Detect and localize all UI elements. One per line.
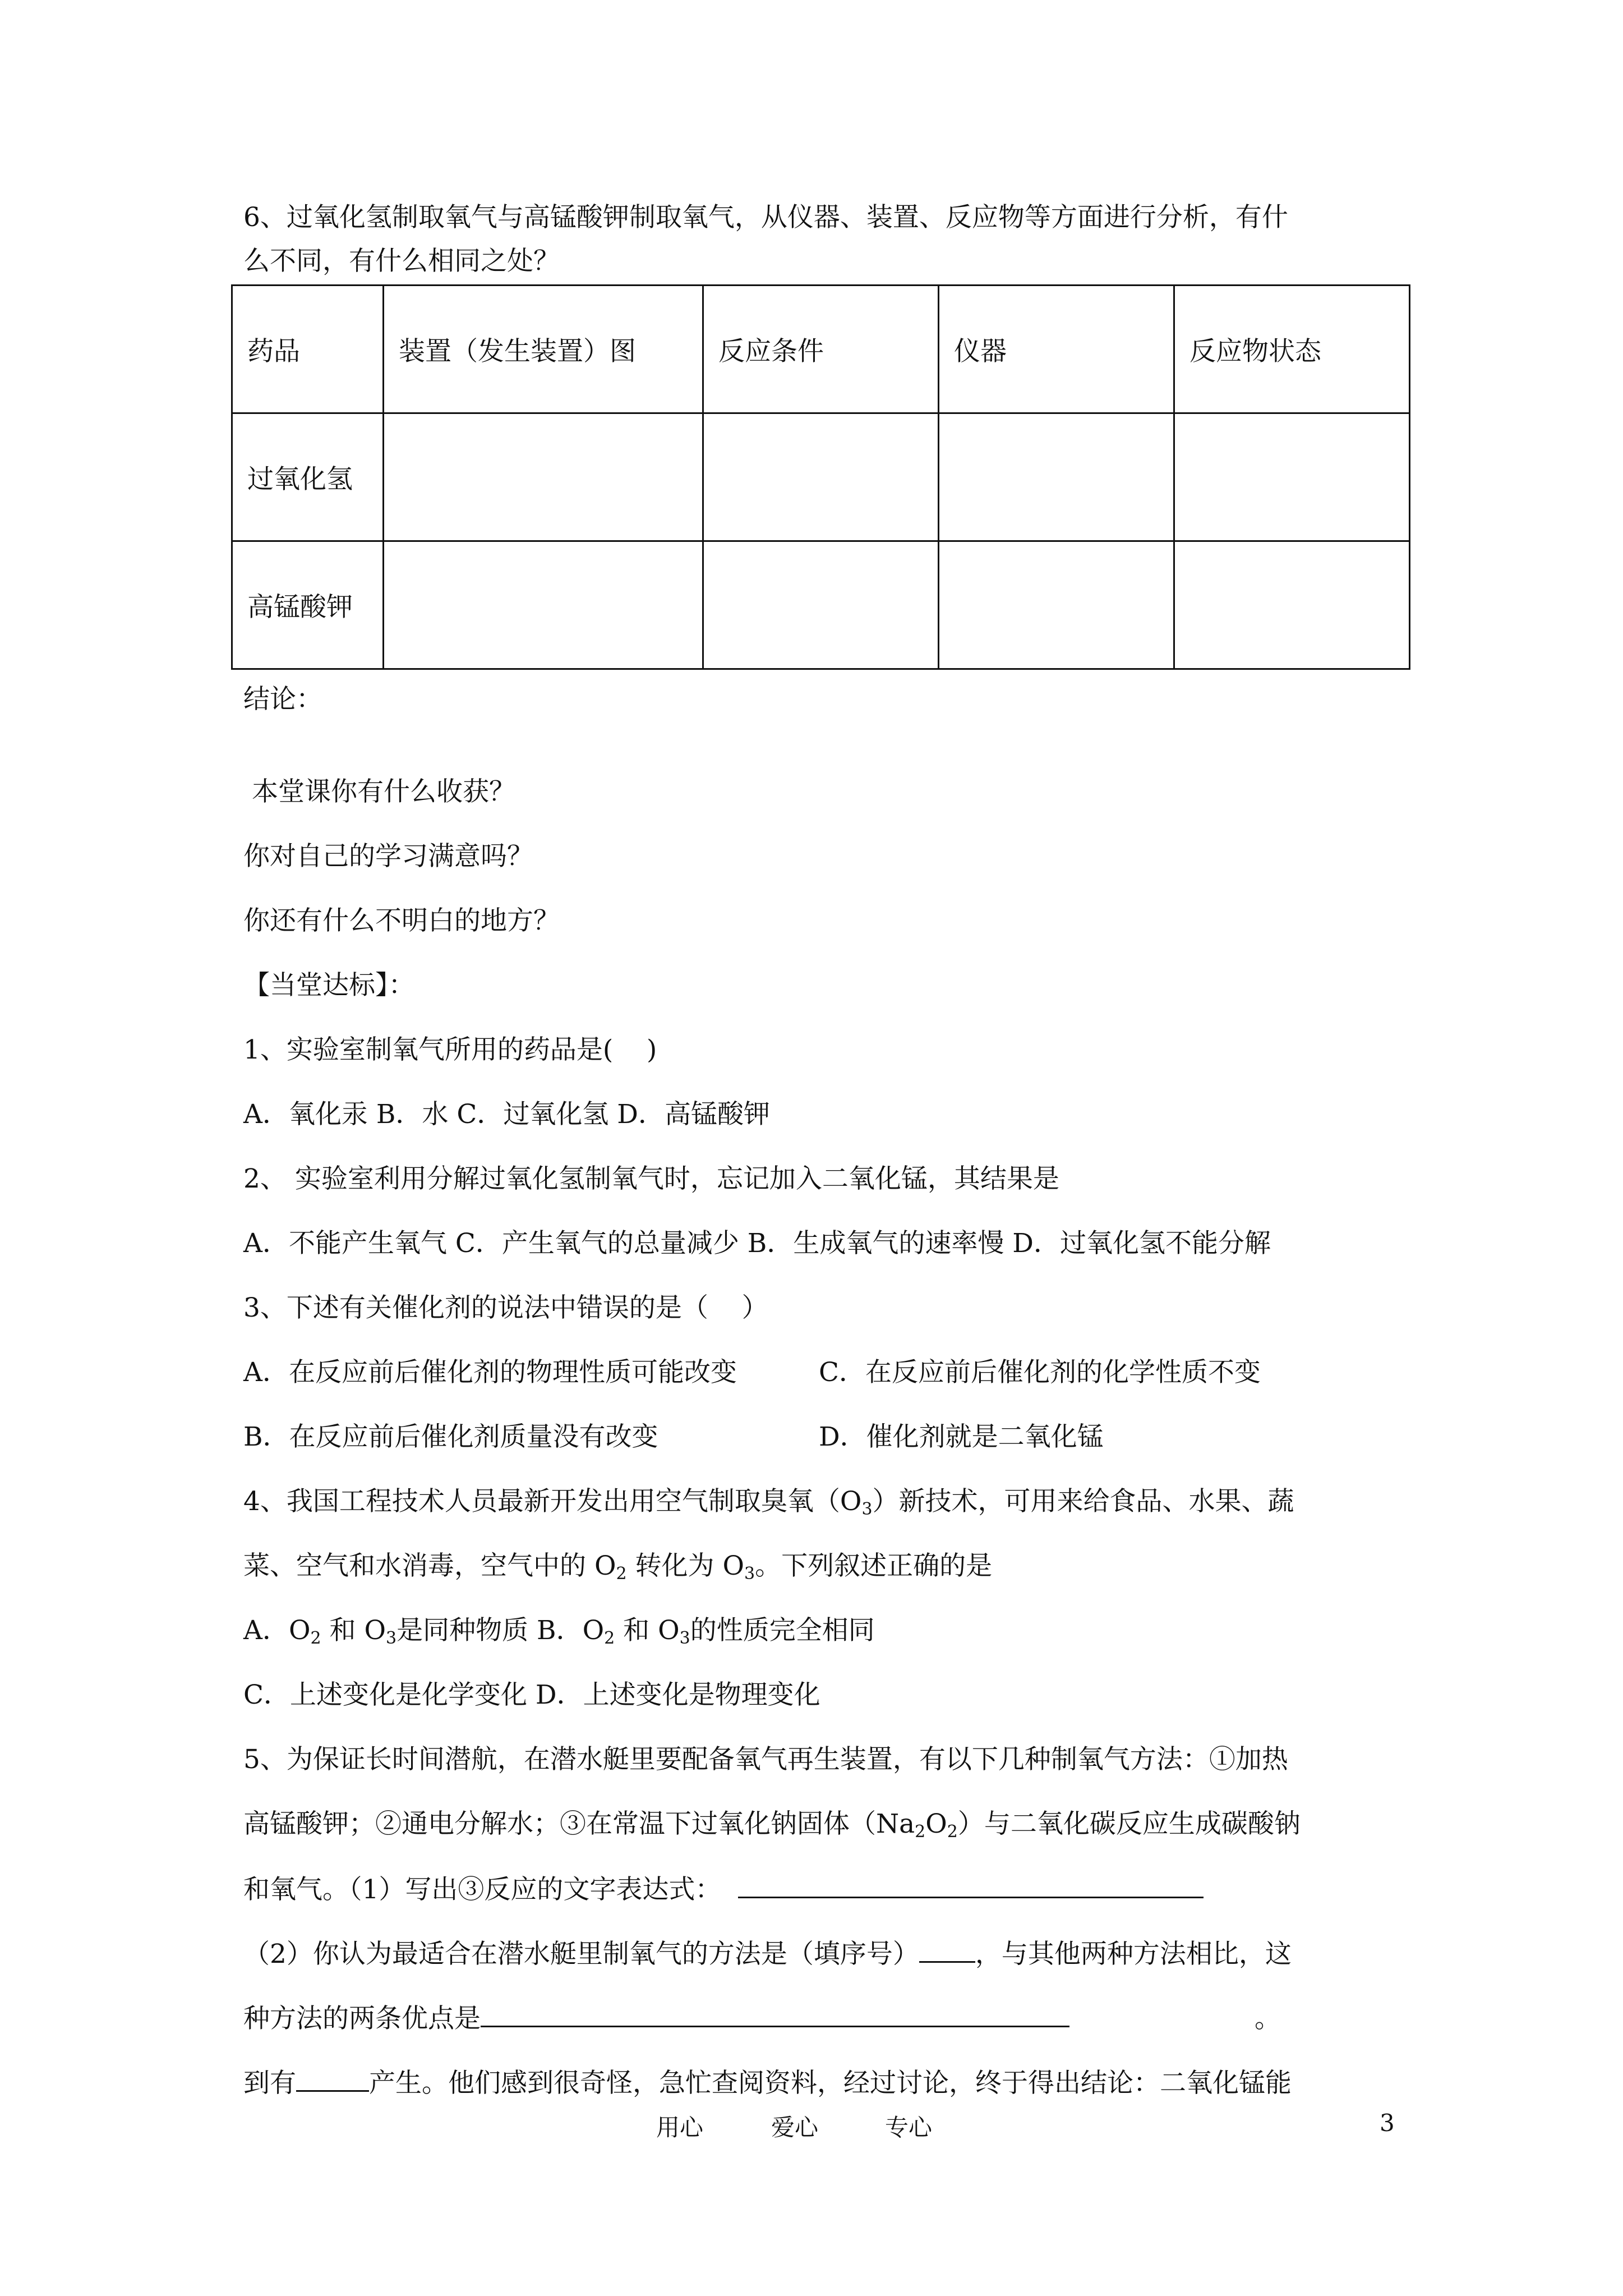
page-number: 3 xyxy=(1380,2109,1395,2137)
table-row-label: 高锰酸钾 xyxy=(232,541,384,669)
quiz-question-5-line-1: 5、为保证长时间潜航，在潜水艇里要配备氧气再生装置，有以下几种制氧气方法：①加热 xyxy=(243,1744,1288,1775)
table-header-row xyxy=(232,286,1410,413)
quiz-option: B．在反应前后催化剂质量没有改变 xyxy=(243,1421,658,1452)
quiz-option: C．在反应前后催化剂的化学性质不变 xyxy=(819,1357,1261,1388)
answer-blank[interactable] xyxy=(738,1872,1204,1898)
q6-line-2: 么不同，有什么相同之处？ xyxy=(243,246,560,277)
quiz-question-4-line-1: 4、我国工程技术人员最新开发出用空气制取臭氧$(O_3)$新技术，可用来给食品、水果、蔬 xyxy=(243,1486,1294,1519)
quiz-options-1: A．氧化汞 B．水 C．过氧化氢 D．高锰酸钾 xyxy=(243,1099,770,1130)
quiz-option: A．在反应前后催化剂的物理性质可能改变 xyxy=(243,1357,737,1388)
footer-motto: 用心 xyxy=(656,2114,704,2141)
comparison-table xyxy=(231,284,1410,670)
conclusion-label: 结论： xyxy=(243,684,322,715)
table-cell[interactable] xyxy=(1174,413,1410,541)
table-header-cell: 反应条件 xyxy=(703,286,939,413)
quiz-question-5-line-5: 种方法的两条优点是 。 xyxy=(243,2001,1281,2036)
quiz-question-3: 3、下述有关催化剂的说法中错误的是（ ） xyxy=(243,1292,768,1323)
quiz-options-2: A．不能产生氧气 C．产生氧气的总量减少 B．生成氧气的速率慢 D．过氧化氢不能分解 xyxy=(243,1228,1271,1259)
q6-line-1: 6、过氧化氢制取氧气与高锰酸钾制取氧气，从仪器、装置、反应物等方面进行分析，有什 xyxy=(243,202,1288,233)
section-title: 【当堂达标】： xyxy=(243,970,415,1001)
quiz-question-5-line-2: 高锰酸钾；②通电分解水；③在常温下过氧化钠固体$(Na_2O_2)$与二氧化碳反应生成碳酸钠 xyxy=(243,1809,1301,1842)
table-header-cell: 装置（发生装置）图 xyxy=(384,286,703,413)
table-header-cell: 仪器 xyxy=(939,286,1174,413)
table-cell[interactable] xyxy=(384,541,703,669)
table-cell[interactable] xyxy=(703,413,939,541)
table-row-label: 过氧化氢 xyxy=(232,413,384,541)
footer-motto: 爱心 xyxy=(771,2114,819,2141)
table-cell[interactable] xyxy=(703,541,939,669)
quiz-option: D．催化剂就是二氧化锰 xyxy=(819,1421,1104,1452)
footer-motto: 专心 xyxy=(885,2114,933,2141)
quiz-question-5-line-3: 和氧气。（1）写出③反应的文字表达式： xyxy=(243,1872,1204,1907)
table-cell[interactable] xyxy=(939,413,1174,541)
table-cell[interactable] xyxy=(384,413,703,541)
table-cell[interactable] xyxy=(1174,541,1410,669)
table-row xyxy=(232,413,1410,541)
reflection-question: 本堂课你有什么收获？ xyxy=(243,776,515,807)
quiz-question-4-line-2: 菜、空气和水消毒，空气中的 $O_2$ 转化为 $O_3$。下列叙述正确的是 xyxy=(243,1550,993,1584)
quiz-options-4b: C．上述变化是化学变化 D．上述变化是物理变化 xyxy=(243,1680,820,1710)
answer-blank[interactable] xyxy=(296,2065,369,2092)
quiz-question-1: 1、实验室制氧气所用的药品是( ) xyxy=(243,1034,657,1065)
reflection-question: 你还有什么不明白的地方？ xyxy=(243,905,560,936)
quiz-question-2: 2、 实验室利用分解过氧化氢制氧气时，忘记加入二氧化锰，其结果是 xyxy=(243,1163,1059,1194)
answer-blank[interactable] xyxy=(919,1936,975,1963)
reflection-question: 你对自己的学习满意吗？ xyxy=(243,841,533,872)
quiz-options-4: A．$O_2$ 和 $O_3$是同种物质 B．$O_2$ 和 $O_3$的性质完全相同 xyxy=(243,1615,875,1648)
table-header-cell: 反应物状态 xyxy=(1174,286,1410,413)
quiz-question-5-line-4: （2）你认为最适合在潜水艇里制氧气的方法是（填序号） ，与其他两种方法相比，这 xyxy=(243,1936,1292,1971)
table-header-cell: 药品 xyxy=(232,286,384,413)
table-row xyxy=(232,541,1410,669)
table-cell[interactable] xyxy=(939,541,1174,669)
answer-blank[interactable] xyxy=(481,2001,1069,2027)
trailing-line: 到有 产生。他们感到很奇怪，急忙查阅资料，经过讨论，终于得出结论：二氧化锰能 xyxy=(243,2065,1292,2100)
